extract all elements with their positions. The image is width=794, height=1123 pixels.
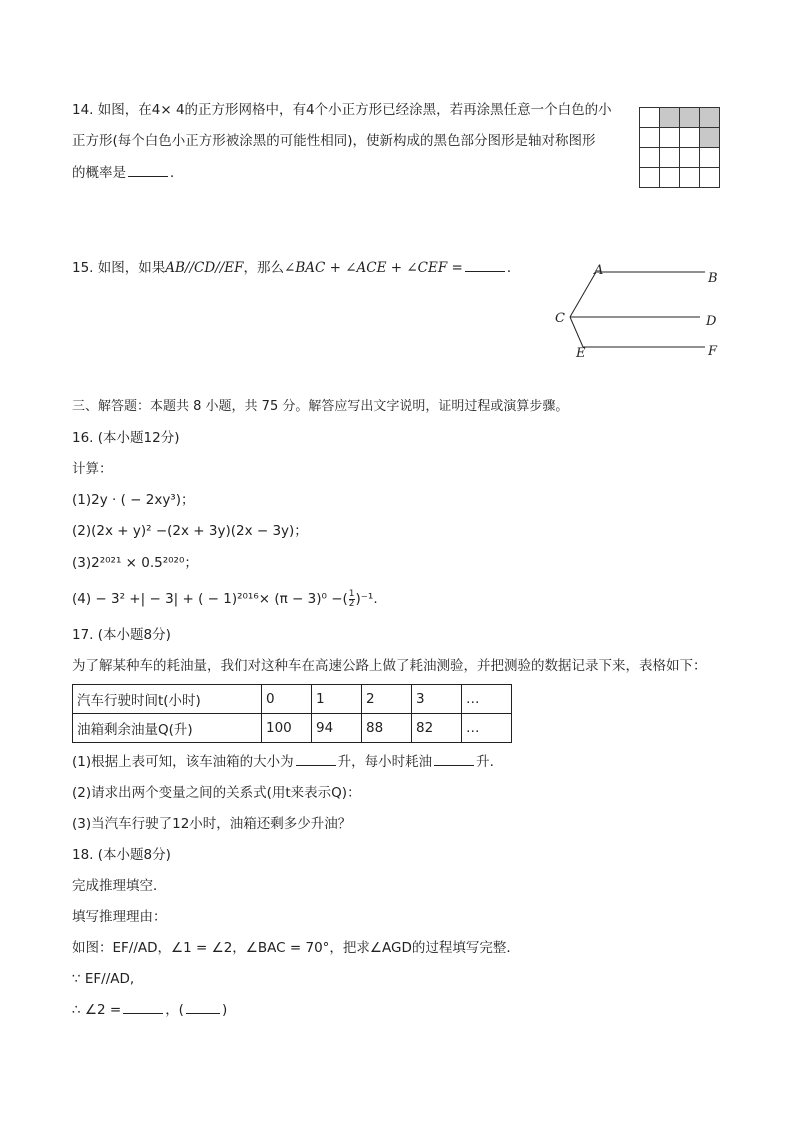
label-c: C [555, 311, 565, 326]
table-row [73, 685, 512, 714]
q17-part3: (3)当汽车行驶了12小时，油箱还剩多少升油？ [72, 816, 352, 832]
table-cell: 88 [362, 714, 412, 743]
row1-header: 汽车行驶时间t(小时) [73, 685, 262, 714]
q16-part2: (2)(2x + y)² −(2x + 3y)(2x − 3y)； [72, 523, 308, 539]
q16-intro: 计算： [72, 461, 113, 477]
q14-answer-blank [128, 164, 168, 177]
q15-prefix: 15. 如图，如果 [72, 260, 166, 276]
table-cell: … [462, 685, 512, 714]
q17-part1-a: (1)根据上表可知，该车油箱的大小为 [72, 754, 294, 770]
q16-part3: (3)2²⁰²¹ × 0.5²⁰²⁰； [72, 555, 198, 571]
table-cell: 100 [262, 714, 312, 743]
q18-line5-b: ，( [165, 1002, 184, 1018]
q14-line2: 正方形(每个白色小正方形被涂黑的可能性相同)，使新构成的黑色部分图形是轴对称图形 [72, 133, 596, 149]
q18-line5-c: ) [221, 1002, 228, 1018]
q15-mid: ，那么 [243, 260, 285, 276]
q16-part4-b: )⁻¹. [355, 591, 378, 607]
q18-line5-a: ∴ ∠2 = [72, 1002, 122, 1018]
q14-line3 [72, 163, 184, 183]
label-b: B [708, 271, 718, 286]
q17-blank-tank [296, 753, 336, 766]
fraction-denominator: 2 [348, 598, 355, 609]
q15-condition: AB//CD//EF [165, 260, 244, 276]
table-cell: 2 [362, 685, 412, 714]
q14-line3-suffix: ． [170, 165, 184, 181]
q16-part4 [72, 589, 378, 609]
q17-intro: 为了解某种车的耗油量，我们对这种车在高速公路上做了耗油测验，并把测验的数据记录下来，表格如下： [72, 658, 707, 674]
q14-line1: 14. 如图，在4× 4的正方形网格中，有4个小正方形已经涂黑，若再涂黑任意一个白色的小 [72, 102, 612, 118]
q17-part1 [72, 752, 494, 772]
fraction-numerator: 1 [348, 588, 355, 599]
label-f: F [708, 344, 718, 359]
q15-expr: ∠BAC + ∠ACE + ∠CEF = [284, 260, 463, 276]
q16-part1: (1)2y · ( − 2xy³)； [72, 492, 195, 508]
label-d: D [706, 314, 717, 329]
row2-header: 油箱剩余油量Q(升) [73, 714, 262, 743]
table-cell: 0 [262, 685, 312, 714]
table-cell: 3 [412, 685, 462, 714]
q18-line5 [72, 1000, 227, 1020]
q17-part1-b: 升，每小时耗油 [337, 754, 433, 770]
q18-line1: 完成推理填空． [72, 878, 167, 894]
label-a: A [594, 263, 604, 278]
q18-blank-angle [123, 1001, 163, 1014]
table-cell: 1 [312, 685, 362, 714]
table-cell: … [462, 714, 512, 743]
q18-line3: 如图：EF//AD，∠1 = ∠2，∠BAC = 70°，把求∠AGD的过程填写完整． [72, 940, 520, 956]
q14-line3-prefix: 的概率是 [72, 165, 126, 181]
q17-data-table [72, 684, 512, 743]
line-ce [570, 317, 583, 347]
q15-answer-blank [465, 259, 505, 272]
q16-fraction [349, 590, 355, 609]
q15-parallel-lines-figure [550, 258, 730, 363]
q17-part1-c: 升. [476, 754, 494, 770]
q16-title: 16. (本小题12分) [72, 430, 180, 446]
q17-blank-rate [434, 753, 474, 766]
table-cell: 82 [412, 714, 462, 743]
q17-part2: (2)请求出两个变量之间的关系式(用t来表示Q)： [72, 785, 361, 801]
q18-blank-reason [186, 1001, 220, 1014]
q18-line4: ∵ EF//AD, [72, 971, 135, 987]
q18-line2: 填写推理理由： [72, 909, 167, 925]
q18-title: 18. (本小题8分) [72, 847, 171, 863]
table-cell: 94 [312, 714, 362, 743]
section-3-heading: 三、解答题：本题共 8 小题，共 75 分。解答应写出文字说明，证明过程或演算步骤。 [72, 399, 569, 414]
q15-suffix: ． [506, 260, 521, 276]
label-e: E [576, 346, 586, 361]
q17-title: 17. (本小题8分) [72, 627, 171, 643]
q14-grid-figure [639, 107, 720, 188]
q15-line [72, 258, 520, 278]
table-row [73, 714, 512, 743]
q16-part4-a: (4) − 3² +| − 3| + ( − 1)²⁰¹⁶× (π − 3)⁰ −( [72, 591, 348, 607]
line-ac [570, 272, 596, 317]
